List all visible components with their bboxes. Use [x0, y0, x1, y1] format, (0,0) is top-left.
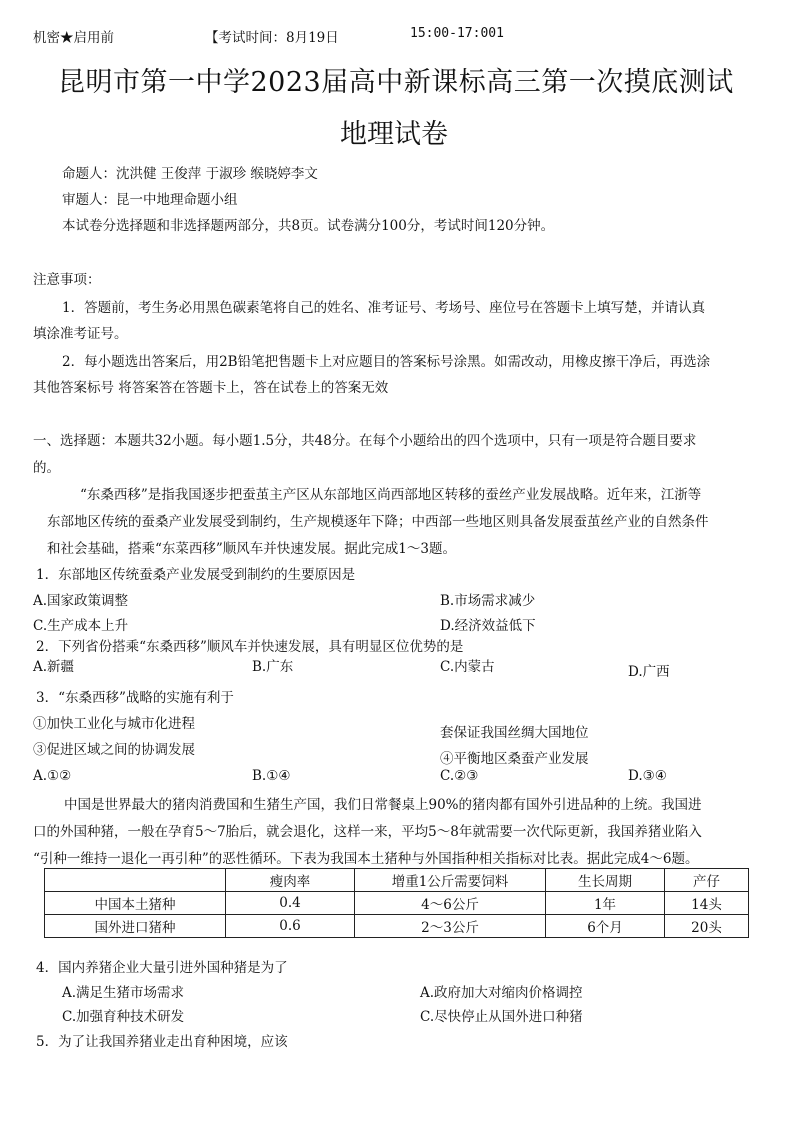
- paper-info: 本试卷分选择题和非选择题两部分，共8页。试卷满分100分，考试时间120分钟。: [62, 218, 555, 234]
- question-1-option-c: C.生产成本上升: [33, 618, 129, 634]
- subject-title: 地理试卷: [340, 119, 448, 150]
- question-4-option-b: A.政府加大对缩肉价格调控: [420, 985, 583, 1001]
- question-4-option-d: C.尽快停止从国外进口种猪: [420, 1009, 583, 1025]
- notice-item-1-line-2: 填涂准考证号。: [33, 326, 128, 342]
- passage-2-line-2: 口的外国种猪，一般在孕育5～7胎后，就会退化，这样一来，平均5～8年就需要一次代际更新，我国养猪业陷入: [33, 824, 702, 840]
- question-3-statement-1: ①加快工业化与城市化进程: [33, 716, 195, 732]
- table-row: [45, 892, 749, 915]
- question-4-option-a: A.满足生猪市场需求: [62, 985, 185, 1001]
- question-1-option-a: A.国家政策调整: [33, 593, 129, 609]
- authors: 命题人：沈洪健 王俊萍 于淑珍 缑晓婷李文: [62, 166, 318, 182]
- section-heading-line-2: 的。: [33, 460, 60, 476]
- feed-amount: 4～6公斤: [355, 892, 546, 915]
- table-header-cell: 产仔: [665, 869, 749, 892]
- question-2-option-a: A.新疆: [33, 659, 75, 675]
- passage-2-line-1: 中国是世界最大的猪肉消费国和生猪生产国，我们日常餐桌上90%的猪肉都有国外引进品种的上统。我国进: [64, 797, 702, 813]
- lean-rate: 0.4: [226, 892, 355, 915]
- question-4-stem: 4．国内养猪企业大量引进外国种猪是为了: [36, 960, 288, 976]
- exam-time-range: 15:00-17:001: [410, 26, 504, 41]
- question-1-stem: 1．东部地区传统蚕桑产业发展受到制约的生要原因是: [36, 567, 356, 583]
- passage-1-line-2: 东部地区传统的蚕桑产业发展受到制约，生产规模逐年下降；中西部一些地区则具备发展蚕茧丝产业的自然条件: [47, 514, 709, 530]
- exam-time: 【考试时间：8月19日: [205, 30, 339, 46]
- passage-1-line-3: 和社会基础，搭乘“东菜西移”顺风车并快速发展。据此完成1～3题。: [47, 541, 456, 557]
- question-3-option-a: A.①②: [33, 768, 72, 784]
- notice-item-2-line-1: 2．每小题选出答案后，用2B铅笔把售题卡上对应题目的答案标号涂黑。如需改动，用橡皮擦干净后，再选涂: [62, 354, 711, 370]
- question-2-option-d: D.广西: [628, 664, 670, 680]
- question-3-statement-3: ③促进区域之间的协调发展: [33, 742, 195, 758]
- question-2-option-c: C.内蒙古: [440, 659, 495, 675]
- notice-item-1-line-1: 1．答题前，考生务必用黑色碳素笔将自己的姓名、准考证号、考场号、座位号在答题卡上填写楚，并请认真: [62, 300, 706, 316]
- reviewers: 审题人：昆一中地理命题小组: [62, 192, 238, 208]
- question-5-stem: 5．为了让我国养猪业走出育种困境，应该: [36, 1034, 288, 1050]
- notice-heading: 注意事项：: [33, 272, 101, 288]
- question-3-statement-2: 套保证我国丝绸大国地位: [440, 725, 589, 741]
- table-header-cell: [45, 869, 226, 892]
- breed-name: 国外进口猪种: [45, 915, 226, 938]
- table-header-cell: 增重1公斤需要饲料: [355, 869, 546, 892]
- passage-1-line-1: “东桑西移”是指我国逐步把蚕茧主产区从东部地区尚西部地区转移的蚕丝产业发展战略。近年来，江浙等: [80, 487, 702, 503]
- question-4-option-c: C.加强育种技术研发: [62, 1009, 185, 1025]
- breed-name: 中国本土猪种: [45, 892, 226, 915]
- question-3-option-c: C.②③: [440, 768, 479, 784]
- growth-cycle: 6个月: [546, 915, 665, 938]
- litter-size: 14头: [665, 892, 749, 915]
- question-2-option-b: B.广东: [252, 659, 294, 675]
- notice-item-2-line-2: 其他答案标号 将答案答在答题卡上，答在试卷上的答案无效: [33, 380, 389, 396]
- question-1-option-d: D.经济效益低下: [440, 618, 536, 634]
- question-1-option-b: B.市场需求减少: [440, 593, 536, 609]
- passage-2-line-3: “引种一维持一退化一再引种”的恶性循环。下表为我国本土猪种与外国指种相关指标对比表。据此完成4～6题。: [33, 851, 699, 867]
- pig-breed-comparison-table: [44, 868, 749, 938]
- question-3-option-d: D.③④: [628, 768, 667, 784]
- table-header-cell: 生长周期: [546, 869, 665, 892]
- exam-title: 昆明市第一中学2023届高中新课标高三第一次摸底测试: [58, 67, 734, 98]
- section-heading-line-1: 一、选择题：本题共32小题。每小题1.5分，共48分。在每个小题给出的四个选项中，只有一项是符合题目要求: [33, 433, 697, 449]
- confidential-mark: 机密★启用前: [33, 30, 114, 46]
- question-3-stem: 3．“东桑西移”战略的实施有利于: [36, 690, 234, 706]
- litter-size: 20头: [665, 915, 749, 938]
- question-2-stem: 2．下列省份搭乘“东桑西移”顺风车并快速发展，具有明显区位优势的是: [36, 639, 464, 655]
- lean-rate: 0.6: [226, 915, 355, 938]
- table-row: [45, 915, 749, 938]
- growth-cycle: 1年: [546, 892, 665, 915]
- question-3-statement-4: ④平衡地区桑蚕产业发展: [440, 751, 589, 767]
- table-header-cell: 瘦肉率: [226, 869, 355, 892]
- feed-amount: 2～3公斤: [355, 915, 546, 938]
- table-header-row: [45, 869, 749, 892]
- question-3-option-b: B.①④: [252, 768, 291, 784]
